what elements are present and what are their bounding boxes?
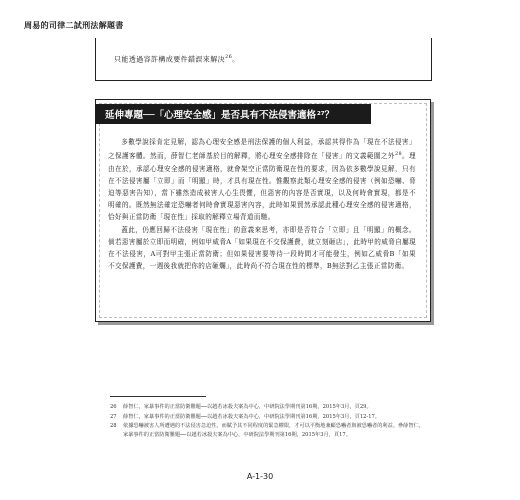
- paragraph-2: [108, 224, 416, 273]
- footnote-number: 28: [110, 423, 117, 430]
- page-number: A-1-30: [246, 472, 274, 481]
- footnote-text: 依據恐嚇被害人所遭遇的不法侵害急迫性，而賦予其不同程度的緊急權限，才可以平衡地兼顧恐嚇者與被恐嚇者的利益。參薛智仁，家暴事件的正當防衛難題──以趙若冰殺夫案為中心，中研院法學期刊第16期，2015年3月，頁17。: [123, 423, 424, 438]
- continued-text-end: 。: [232, 55, 240, 64]
- footnote-ref-26: 26: [225, 54, 233, 60]
- continued-text: [114, 54, 240, 64]
- footnote-text: 薛智仁，家暴事件的正當防衛難題──以趙若冰殺夫案為中心，中研院法學期刊第16期，2015年3月，頁12-17。: [123, 413, 380, 420]
- continued-text-box: [95, 38, 432, 81]
- footnote-ref-28: 28: [394, 151, 402, 158]
- section-body: [108, 136, 416, 272]
- footnote-text: 薛智仁，家暴事件的正當防衛難題──以趙若冰殺夫案為中心，中研院法學期刊第16期，2015年3月，頁29。: [123, 404, 372, 410]
- footnote-divider: [110, 396, 206, 397]
- running-header: 周易的司律二試刑法解題書: [24, 21, 124, 30]
- section-title: 延伸專題──「心理安全感」是否具有不法侵害適格: [105, 110, 316, 121]
- footnotes: [110, 403, 428, 440]
- paragraph-text: 蓋此，仍應回歸不法侵害「現在性」的意義來思考，亦即是否符合「立即」且「明顯」的概念。倘若惡害屬於立即而明確，例如甲威脅A「如果現在不交保護費，就立刻砸店」，此時甲的威脅自屬現在不法侵害，A可對甲主張正當防衛；但如果侵害要等待一段時間才可能發生，例如乙威脅B「如果不交保護費，一週後我就把你的店砸爛」，此時尚不符合現在性的標準，B無法對乙主張正當防衛。: [108, 225, 416, 271]
- footnote-item: [110, 413, 428, 422]
- paragraph-1: [108, 136, 416, 224]
- footnote-ref-27: 27: [316, 111, 325, 117]
- footnote-number: 26: [110, 404, 117, 410]
- footnote-number: 27: [110, 413, 117, 420]
- footnote-item: [110, 403, 428, 412]
- continued-text-body: 只能透過容許構成要件錯誤來解決: [114, 55, 225, 64]
- footnote-item: [110, 422, 428, 439]
- paragraph-text: 多數學說採肯定見解，認為心理安全感是刑法保護的個人利益，承認其得作為「現在不法侵害」之保護客體。然而，薛智仁老師基於目的解釋，將心理安全感排除在「侵害」的文義範圍之外: [108, 138, 416, 161]
- paragraph-text: 。理由在於，承認心理安全感的侵害適格，就會架空正當防衛現在性的要求，因為依多數學說見解，只有在不法侵害屬「立即」而「明顯」時，才具有現在性。惟觀察此類心理安全感的侵害（例如恐嚇、脅迫等惡害告知），當下雖然造成被害人心生畏懼，但惡害的內容是否實現，以及何時會實現，都是不明確的。既然無法確定恐嚇者何時會實現惡害內容，此時如果貿然承認此種心理安全感的侵害適格，恰好與正當防衛「現在性」採取的解釋立場背道而馳。: [108, 152, 416, 222]
- section-title-end: ？: [324, 110, 335, 121]
- section-banner: [95, 104, 371, 124]
